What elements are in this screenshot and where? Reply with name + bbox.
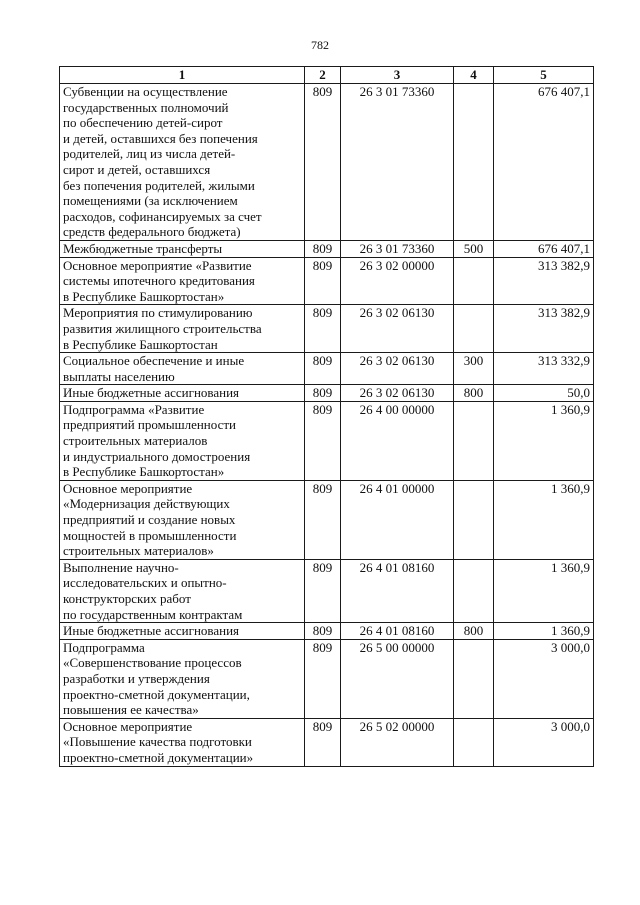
row-expense-type <box>454 257 494 305</box>
row-amount: 313 382,9 <box>494 257 594 305</box>
row-ministry-code: 809 <box>305 353 341 385</box>
table-row <box>60 480 594 559</box>
row-amount: 676 407,1 <box>494 84 594 241</box>
row-target-article: 26 4 01 08160 <box>341 623 454 640</box>
row-name: Подпрограмма «Совершенствование процессов разработки и утверждения проектно-сметной документации, повышения ее качества» <box>60 639 305 718</box>
table-row <box>60 401 594 480</box>
table-row <box>60 718 594 766</box>
table-row <box>60 639 594 718</box>
row-target-article: 26 3 02 00000 <box>341 257 454 305</box>
page-number: 782 <box>311 38 329 52</box>
column-header-3: 3 <box>341 67 454 84</box>
row-name: Подпрограмма «Развитие предприятий промышленности строительных материалов и индустриального домостроения в Республике Башкортостан» <box>60 401 305 480</box>
table-header-row <box>60 67 594 84</box>
row-name: Мероприятия по стимулированию развития жилищного строительства в Республике Башкортостан <box>60 305 305 353</box>
column-header-4: 4 <box>454 67 494 84</box>
row-ministry-code: 809 <box>305 401 341 480</box>
row-ministry-code: 809 <box>305 623 341 640</box>
row-target-article: 26 4 00 00000 <box>341 401 454 480</box>
row-ministry-code: 809 <box>305 257 341 305</box>
row-target-article: 26 3 02 06130 <box>341 353 454 385</box>
row-ministry-code: 809 <box>305 240 341 257</box>
row-ministry-code: 809 <box>305 559 341 622</box>
row-expense-type: 300 <box>454 353 494 385</box>
row-amount: 1 360,9 <box>494 480 594 559</box>
table-row <box>60 385 594 402</box>
row-expense-type <box>454 718 494 766</box>
row-name: Социальное обеспечение и иные выплаты населению <box>60 353 305 385</box>
row-amount: 1 360,9 <box>494 559 594 622</box>
row-target-article: 26 3 02 06130 <box>341 305 454 353</box>
row-name: Иные бюджетные ассигнования <box>60 385 305 402</box>
table-row <box>60 84 594 241</box>
row-target-article: 26 3 01 73360 <box>341 84 454 241</box>
row-amount: 1 360,9 <box>494 623 594 640</box>
row-expense-type <box>454 480 494 559</box>
table-row <box>60 305 594 353</box>
row-amount: 313 382,9 <box>494 305 594 353</box>
row-name: Основное мероприятие «Повышение качества подготовки проектно-сметной документации» <box>60 718 305 766</box>
row-expense-type <box>454 305 494 353</box>
row-expense-type <box>454 639 494 718</box>
row-expense-type <box>454 401 494 480</box>
table-row <box>60 559 594 622</box>
row-expense-type <box>454 559 494 622</box>
column-header-2: 2 <box>305 67 341 84</box>
row-amount: 50,0 <box>494 385 594 402</box>
row-target-article: 26 3 01 73360 <box>341 240 454 257</box>
row-name: Иные бюджетные ассигнования <box>60 623 305 640</box>
row-amount: 313 332,9 <box>494 353 594 385</box>
row-name: Субвенции на осуществление государственных полномочий по обеспечению детей-сирот и детей, оставшихся без попечения родителей, лиц из числа детей- сирот и детей, оставшихся без попечения родителей, жилыми помещениями (за исключением расходов, софинансируемых за счет средств федерального бюджета) <box>60 84 305 241</box>
row-target-article: 26 5 00 00000 <box>341 639 454 718</box>
row-ministry-code: 809 <box>305 84 341 241</box>
row-amount: 3 000,0 <box>494 639 594 718</box>
table-row <box>60 257 594 305</box>
row-ministry-code: 809 <box>305 718 341 766</box>
row-expense-type <box>454 84 494 241</box>
row-target-article: 26 3 02 06130 <box>341 385 454 402</box>
row-target-article: 26 4 01 00000 <box>341 480 454 559</box>
row-amount: 676 407,1 <box>494 240 594 257</box>
table-row <box>60 240 594 257</box>
column-header-1: 1 <box>60 67 305 84</box>
row-amount: 3 000,0 <box>494 718 594 766</box>
row-ministry-code: 809 <box>305 305 341 353</box>
row-name: Основное мероприятие «Развитие системы ипотечного кредитования в Республике Башкортостан» <box>60 257 305 305</box>
row-name: Основное мероприятие «Модернизация действующих предприятий и создание новых мощностей в промышленности строительных материалов» <box>60 480 305 559</box>
budget-table <box>59 66 594 767</box>
column-header-5: 5 <box>494 67 594 84</box>
row-name: Межбюджетные трансферты <box>60 240 305 257</box>
row-target-article: 26 5 02 00000 <box>341 718 454 766</box>
row-ministry-code: 809 <box>305 639 341 718</box>
row-ministry-code: 809 <box>305 385 341 402</box>
row-expense-type: 800 <box>454 385 494 402</box>
row-expense-type: 800 <box>454 623 494 640</box>
table-row <box>60 623 594 640</box>
row-name: Выполнение научно- исследовательских и опытно- конструкторских работ по государственным контрактам <box>60 559 305 622</box>
table-row <box>60 353 594 385</box>
row-amount: 1 360,9 <box>494 401 594 480</box>
row-target-article: 26 4 01 08160 <box>341 559 454 622</box>
row-ministry-code: 809 <box>305 480 341 559</box>
row-expense-type: 500 <box>454 240 494 257</box>
